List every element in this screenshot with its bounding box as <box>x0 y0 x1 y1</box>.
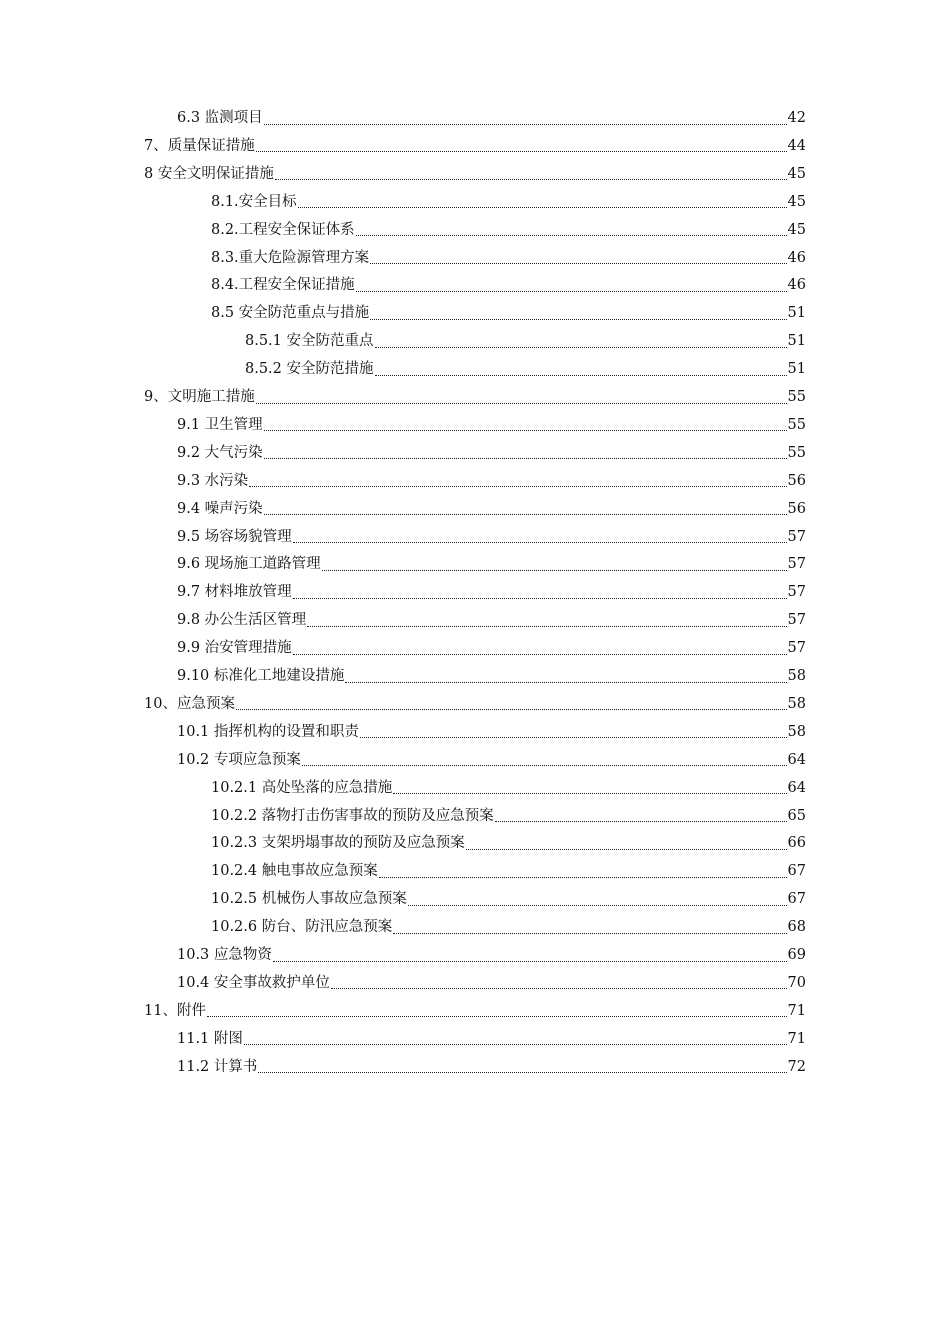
toc-entry[interactable] <box>177 523 806 551</box>
toc-entry-page-number: 57 <box>787 584 806 601</box>
toc-entry-page-number: 55 <box>787 416 806 433</box>
toc-entry[interactable] <box>211 188 806 216</box>
toc-entry-label: 8.4.工程安全保证措施 <box>211 277 355 294</box>
dot-leader <box>375 347 787 348</box>
toc-entry[interactable] <box>211 244 806 272</box>
dot-leader <box>466 849 787 850</box>
toc-entry-page-number: 56 <box>787 472 806 489</box>
toc-entry-page-number: 56 <box>787 500 806 517</box>
dot-leader <box>370 263 786 264</box>
toc-entry[interactable] <box>245 355 806 383</box>
toc-entry-page-number: 45 <box>787 193 806 210</box>
toc-entry[interactable] <box>177 411 806 439</box>
toc-entry-label: 8.1.安全目标 <box>211 193 297 210</box>
toc-entry[interactable] <box>177 662 806 690</box>
toc-entry-label: 10.2.2 落物打击伤害事故的预防及应急预案 <box>211 807 494 824</box>
dot-leader <box>293 542 787 543</box>
toc-entry-label: 9.6 现场施工道路管理 <box>177 556 321 573</box>
toc-entry-label: 10.4 安全事故救护单位 <box>177 974 330 991</box>
toc-entry-page-number: 58 <box>787 695 806 712</box>
toc-entry-label: 8.5.2 安全防范措施 <box>245 361 374 378</box>
toc-entry-page-number: 71 <box>787 1030 806 1047</box>
toc-entry[interactable] <box>211 885 806 913</box>
toc-entry[interactable] <box>211 774 806 802</box>
toc-entry[interactable] <box>177 606 806 634</box>
dot-leader <box>302 765 787 766</box>
toc-entry-page-number: 55 <box>787 444 806 461</box>
dot-leader <box>370 319 786 320</box>
toc-entry-page-number: 64 <box>787 779 806 796</box>
dot-leader <box>264 514 787 515</box>
dot-leader <box>356 291 787 292</box>
toc-entry-page-number: 65 <box>787 807 806 824</box>
dot-leader <box>356 235 787 236</box>
dot-leader <box>408 905 787 906</box>
toc-entry-page-number: 58 <box>787 668 806 684</box>
toc-entry-page-number: 72 <box>787 1058 806 1075</box>
toc-entry[interactable] <box>177 634 806 662</box>
toc-entry[interactable] <box>177 1053 806 1081</box>
dot-leader <box>207 1016 787 1017</box>
toc-entry-label: 11.2 计算书 <box>177 1058 258 1075</box>
toc-entry[interactable] <box>177 969 806 997</box>
toc-entry-page-number: 67 <box>787 863 806 880</box>
toc-entry-label: 11、附件 <box>144 1002 206 1019</box>
toc-entry[interactable] <box>245 327 806 355</box>
toc-entry[interactable] <box>211 299 806 327</box>
dot-leader <box>298 207 787 208</box>
toc-entry[interactable] <box>144 383 806 411</box>
dot-leader <box>264 124 787 125</box>
toc-entry-page-number: 45 <box>787 221 806 238</box>
toc-entry-page-number: 44 <box>787 137 806 154</box>
toc-entry-page-number: 51 <box>787 333 806 350</box>
dot-leader <box>249 486 786 487</box>
toc-entry-label: 10.2.6 防台、防汛应急预案 <box>211 919 393 936</box>
toc-entry[interactable] <box>211 857 806 885</box>
toc-entry-page-number: 46 <box>787 277 806 294</box>
dot-leader <box>293 654 787 655</box>
toc-entry-label: 9.3 水污染 <box>177 472 249 489</box>
toc-entry-page-number: 66 <box>787 835 806 852</box>
toc-entry-label: 8.5 安全防范重点与措施 <box>211 305 370 322</box>
toc-entry[interactable] <box>177 746 806 774</box>
toc-entry[interactable] <box>211 216 806 244</box>
toc-entry-label: 10.2.3 支架坍塌事故的预防及应急预案 <box>211 835 465 852</box>
toc-entry-label: 9.2 大气污染 <box>177 444 263 461</box>
toc-entry[interactable] <box>211 913 806 941</box>
dot-leader <box>256 151 787 152</box>
toc-entry-label: 9.8 办公生活区管理 <box>177 612 307 629</box>
toc-entry[interactable] <box>177 495 806 523</box>
dot-leader <box>375 375 787 376</box>
toc-entry-label: 10.2.1 高处坠落的应急措施 <box>211 779 393 796</box>
toc-entry-label: 9.4 噪声污染 <box>177 500 263 517</box>
toc-entry[interactable] <box>177 941 806 969</box>
toc-entry-page-number: 57 <box>787 528 806 545</box>
toc-entry[interactable] <box>211 829 806 857</box>
toc-entry-label: 8 安全文明保证措施 <box>144 165 274 182</box>
toc-entry[interactable] <box>144 132 806 160</box>
toc-entry-label: 10.2.5 机械伤人事故应急预案 <box>211 891 407 908</box>
toc-entry[interactable] <box>177 578 806 606</box>
dot-leader <box>360 737 787 738</box>
toc-entry-page-number: 69 <box>787 947 806 963</box>
toc-entry-label: 9.1 卫生管理 <box>177 416 263 433</box>
dot-leader <box>345 682 786 683</box>
toc-entry[interactable] <box>177 550 806 578</box>
toc-entry[interactable] <box>177 1025 806 1053</box>
toc-entry-label: 8.2.工程安全保证体系 <box>211 221 355 238</box>
toc-entry-page-number: 51 <box>787 361 806 378</box>
toc-entry-page-number: 57 <box>787 640 806 657</box>
toc-entry-label: 9.10 标准化工地建设措施 <box>177 668 345 684</box>
toc-entry-page-number: 46 <box>787 249 806 266</box>
toc-entry[interactable] <box>177 718 806 746</box>
toc-entry-page-number: 57 <box>787 556 806 573</box>
toc-entry-label: 8.3.重大危险源管理方案 <box>211 249 370 266</box>
toc-entry-label: 10.1 指挥机构的设置和职责 <box>177 723 359 740</box>
toc-entry-page-number: 67 <box>787 891 806 908</box>
dot-leader <box>256 403 787 404</box>
dot-leader <box>393 793 786 794</box>
dot-leader <box>244 1044 787 1045</box>
toc-entry-page-number: 68 <box>787 919 806 936</box>
toc-entry[interactable] <box>177 439 806 467</box>
dot-leader <box>379 877 787 878</box>
toc-entry-label: 8.5.1 安全防范重点 <box>245 333 374 350</box>
toc-entry-label: 9.7 材料堆放管理 <box>177 584 292 601</box>
toc-entry-label: 10.3 应急物资 <box>177 947 272 963</box>
dot-leader <box>236 709 787 710</box>
dot-leader <box>307 626 786 627</box>
toc-entry-label: 11.1 附图 <box>177 1030 243 1047</box>
dot-leader <box>264 458 787 459</box>
toc-entry-page-number: 55 <box>787 389 806 405</box>
dot-leader <box>258 1072 786 1073</box>
toc-entry-page-number: 70 <box>787 974 806 991</box>
toc-entry-page-number: 42 <box>787 110 806 126</box>
toc-entry-label: 10.2.4 触电事故应急预案 <box>211 863 378 880</box>
dot-leader <box>331 988 787 989</box>
toc-entry-label: 10.2 专项应急预案 <box>177 751 301 768</box>
toc-entry[interactable] <box>211 271 806 299</box>
toc-entry-page-number: 51 <box>787 305 806 322</box>
toc-entry-label: 10、应急预案 <box>144 695 235 712</box>
dot-leader <box>495 821 787 822</box>
toc-entry-page-number: 45 <box>787 165 806 182</box>
toc-entry-page-number: 57 <box>787 612 806 629</box>
dot-leader <box>293 598 787 599</box>
toc-entry-label: 6.3 监测项目 <box>177 110 263 126</box>
dot-leader <box>322 570 787 571</box>
toc-entry-label: 9、文明施工措施 <box>144 389 255 405</box>
dot-leader <box>275 179 787 180</box>
toc-entry[interactable] <box>144 690 806 718</box>
toc-entry-label: 9.9 治安管理措施 <box>177 640 292 657</box>
toc-entry[interactable] <box>144 997 806 1025</box>
toc-entry-label: 9.5 场容场貌管理 <box>177 528 292 545</box>
toc-entry-page-number: 58 <box>787 723 806 740</box>
toc-entry[interactable] <box>177 104 806 132</box>
dot-leader <box>264 430 787 431</box>
dot-leader <box>273 961 787 962</box>
toc-entry-page-number: 71 <box>787 1002 806 1019</box>
toc-entry[interactable] <box>211 802 806 830</box>
toc-entry-page-number: 64 <box>787 751 806 768</box>
dot-leader <box>393 933 786 934</box>
toc-entry[interactable] <box>177 467 806 495</box>
toc-entry[interactable] <box>144 160 806 188</box>
toc-entry-label: 7、质量保证措施 <box>144 137 255 154</box>
